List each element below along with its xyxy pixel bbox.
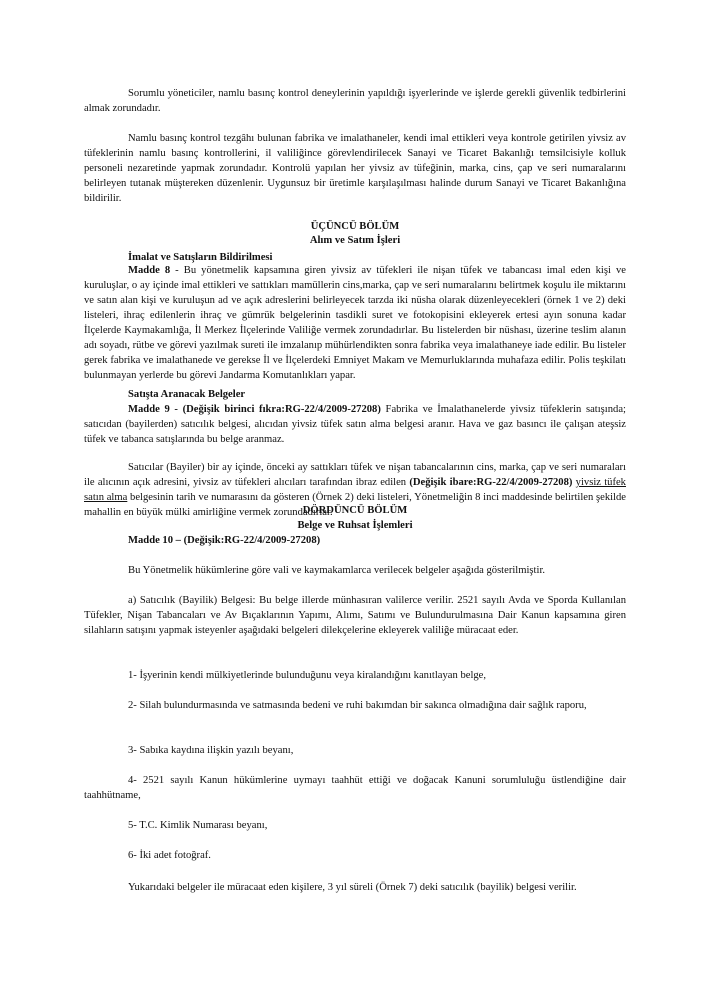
article-8-text: - Bu yönetmelik kapsamına giren yivsiz av tüfekleri ile nişan tüfek ve tabancası imal eden kişi ve kuruluşlar, o ay içinde imal ettikleri ve sattıkları mamüllerin cins,marka, çap ve seri numaralarını belirtmek koşulu ile miktarını ve satın alan kişi ve kuruluşun ad ve açık adreslerini belirleyecek tarzda iki nüsha olarak düzenleyecekleri (örnek 1 ve 2) deki listeleri, ihraç edilenlerin ihraç ve gümrük belgelerinin tasdikli suret ve fotokopisini ekleyerek ertesi ayın sonuna kadar İlçelerde Kaymakamlığa, İl Merkez İlçelerinde Valiliğe vermek zorundadırlar. Bu listelerden bir nüshası, üzerine teslim alanın adı soyadı, rütbe ve görevi yazılmak sureti ile imzalanıp mühürlendikten sonra fabrika veya imalathaneye iade edilir. Bu listeler gerek fabrika ve imalathanede ve gerekse İl ve İlçelerdeki Emniyet Makam ve Memurluklarında muhafaza edilir. Polis teşkilatı bulunmayan yerlerde bu görevi Jandarma Komutanlıkları yapar.	[84, 265, 626, 381]
paragraph-pressure-control: Namlu basınç kontrol tezgâhı bulunan fabrika ve imalathaneler, kendi imal ettikleri veya kontrole getirilen yivsiz av tüfeklerinin namlu basınç kontrollerini, il valiliğince görevlendirilecek Sanayi ve Ticaret Bakanlığı temsilcisiyle kolluk personeli nezaretinde yapmak zorundadır. Kontrolü yapılan her yivsiz av tüfeğinin, marka, cins, çap ve seri numaralarını belirleyen tutanak müştereken düzenlenir. Uygunsuz bir üretimle karşılaşılması halinde durum Sanayi ve Ticaret Bakanlığına bildirilir.	[84, 133, 626, 204]
heading-manufacturing-reports: İmalat ve Satışların Bildirilmesi	[128, 252, 273, 263]
heading-required-documents: Satışta Aranacak Belgeler	[128, 389, 246, 400]
list-item-3: 3- Sabıka kaydına ilişkin yazılı beyanı,	[128, 745, 294, 756]
section-subtitle-4: Belge ve Ruhsat İşlemleri	[297, 520, 413, 531]
section-subtitle-3: Alım ve Satım İşleri	[309, 235, 401, 246]
list-item-2: 2- Silah bulundurmasında ve satmasında bedeni ve ruhi bakımdan bir sakınca olmadığına dair sağlık raporu,	[128, 700, 587, 711]
paragraph-a-dealer-certificate: a) Satıcılık (Bayilik) Belgesi: Bu belge illerde münhasıran valilerce verilir. 2521 sayılı Avda ve Sporda Kullanılan Tüfekler, Nişan Tabancaları ve Av Bıçaklarının Yapımı, Alımı, Satımı ve Bulundurulmasına Dair Kanun kapsamına giren silahların satışını yapmak isteyenler aşağıdaki belgeleri dilekçelerine ekleyerek valiliğe müracaat eder.	[84, 595, 626, 636]
list-item-5: 5- T.C. Kimlik Numarası beyanı,	[128, 820, 268, 831]
article-10-label: Madde 10 – (Değişik:RG-22/4/2009-27208)	[128, 535, 321, 546]
article-9-para2-text-1: Satıcılar (Bayiler) bir ay içinde, önceki ay sattıkları tüfek ve nişan tabancalarının cins, marka, çap ve seri numaraları ile alıcının açık adresini, yivsiz av tüfekleri alıcıları tarafından ibraz edilen	[84, 462, 626, 488]
list-item-6: 6- İki adet fotoğraf.	[128, 850, 211, 861]
paragraph-intro: Bu Yönetmelik hükümlerine göre vali ve kaymakamlarca verilecek belgeler aşağıda gösterilmiştir.	[128, 565, 546, 576]
paragraph-closing: Yukarıdaki belgeler ile müracaat eden kişilere, 3 yıl süreli (Örnek 7) deki satıcılık (bayilik) belgesi verilir.	[128, 882, 577, 893]
paragraph-safety-measures: Sorumlu yöneticiler, namlu basınç kontrol deneylerinin yapıldığı işyerlerinde ve işlerde gerekli güvenlik tedbirlerini almak zorundadır.	[84, 88, 626, 114]
article-9	[84, 402, 626, 447]
section-title-4: DÖRDÜNCÜ BÖLÜM	[302, 505, 408, 516]
article-9-underlined: yivsiz tüfek satın alma	[84, 477, 626, 503]
article-8-label: Madde 8	[128, 265, 171, 276]
list-item-1: 1- İşyerinin kendi mülkiyetlerinde bulunduğunu veya kiralandığını kanıtlayan belge,	[128, 670, 487, 681]
article-9-para2-text-2: belgesinin tarih ve numarasını da gösteren (Örnek 2) deki listeleri, Yönetmeliğin 8 inci maddesinde belirtilen şekilde mahallin en büyük mülki amirliğine vermek zorundadırlar.	[84, 492, 626, 518]
list-item-4: 4- 2521 sayılı Kanun hükümlerine uymayı taahhüt ettiği ve doğacak Kanuni sorumluluğu üstlendiğine dair taahhütname,	[84, 775, 626, 801]
article-9-label: Madde 9 - (Değişik birinci fıkra:RG-22/4/2009-27208)	[128, 404, 381, 415]
article-9-text: Fabrika ve İmalathanelerde yivsiz tüfeklerin satışında; satıcıdan (bayilerden) satıcılık belgesi, alıcıdan yivsiz tüfek satın alma belgesi aranır. Hava ve gaz basıncı ile çalışan ateşsiz tüfek ve tabanca satışlarında bu belge aranmaz.	[84, 404, 626, 445]
article-8	[84, 263, 626, 383]
article-9-amendment: (Değişik ibare:RG-22/4/2009-27208)	[409, 477, 573, 488]
section-title-3: ÜÇÜNCÜ BÖLÜM	[310, 221, 400, 232]
